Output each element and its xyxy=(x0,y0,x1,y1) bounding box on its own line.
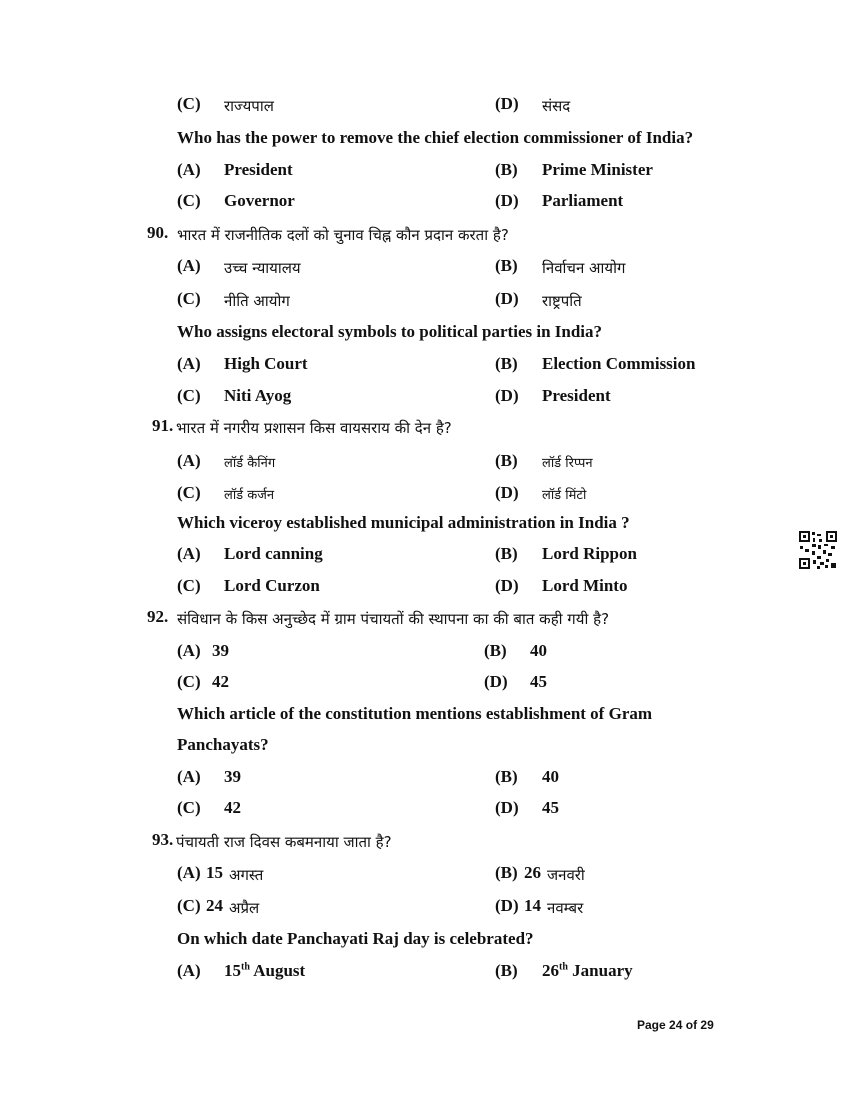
q91-hi-options-ab xyxy=(0,451,850,481)
q90-en-options-ab xyxy=(0,354,850,384)
option-text: Lord canning xyxy=(224,544,323,563)
option-label: (D) xyxy=(495,576,519,595)
option-label: (D) xyxy=(495,94,519,113)
option-text: High Court xyxy=(224,354,308,373)
q93-hi-options-cd xyxy=(0,896,850,926)
question-number: 93. xyxy=(152,830,174,849)
page-of: of xyxy=(685,1018,698,1032)
q91-hi-question xyxy=(0,416,850,446)
question-text: संविधान के किस अनुच्छेद में ग्राम पंचायतों की स्थापना का की बात कही गयी है? xyxy=(177,610,610,628)
option-text: राष्ट्रपति xyxy=(542,292,582,310)
q92-en-question-line2 xyxy=(0,735,850,765)
q91-en-question xyxy=(0,513,850,543)
option-label: (C) xyxy=(177,191,201,210)
q92-hi-options-ab xyxy=(0,641,850,671)
q89-en-question xyxy=(0,128,850,158)
option-label: (C) xyxy=(177,896,201,915)
option-text xyxy=(224,961,305,981)
option-month: January xyxy=(572,961,633,980)
option-text: 40 xyxy=(530,641,547,660)
option-text: उच्च न्यायालय xyxy=(224,259,301,277)
option-text: 42 xyxy=(224,798,241,817)
option-text: Lord Minto xyxy=(542,576,628,595)
page-footer xyxy=(637,1018,714,1032)
option-label: (B) xyxy=(495,160,518,179)
option-text: 40 xyxy=(542,767,559,786)
option-text: 39 xyxy=(224,767,241,786)
option-number: 24 xyxy=(206,896,223,915)
q90-hi-question xyxy=(0,223,850,253)
option-text: 39 xyxy=(212,641,229,660)
option-number: 14 xyxy=(524,896,541,915)
q89-en-options-cd xyxy=(0,191,850,221)
option-text: Lord Rippon xyxy=(542,544,637,563)
question-text: भारत में राजनीतिक दलों को चुनाव चिह्न कौन प्रदान करता है? xyxy=(177,226,509,244)
question-text: Which viceroy established municipal administration in India ? xyxy=(177,513,630,532)
question-text: भारत में नगरीय प्रशासन किस वायसराय की देन है? xyxy=(176,419,452,437)
option-number: 26 xyxy=(542,961,559,980)
option-text: राज्यपाल xyxy=(224,97,274,115)
option-text: Lord Curzon xyxy=(224,576,320,595)
option-text: लॉर्ड कर्जन xyxy=(224,488,275,503)
option-text: संसद xyxy=(542,97,571,115)
page-prefix: Page xyxy=(637,1018,666,1032)
ordinal-suffix: th xyxy=(241,961,250,973)
page-total: 29 xyxy=(700,1018,714,1032)
option-text: Parliament xyxy=(542,191,624,210)
option-text: नवम्बर xyxy=(547,899,584,917)
option-label: (B) xyxy=(495,544,518,563)
option-text: लॉर्ड कैनिंग xyxy=(224,456,276,471)
option-label: (A) xyxy=(177,451,201,470)
option-label: (C) xyxy=(177,386,201,405)
option-text: लॉर्ड रिप्पन xyxy=(542,456,593,471)
q92-en-options-ab xyxy=(0,767,850,797)
option-label: (D) xyxy=(495,386,519,405)
option-text: Governor xyxy=(224,191,295,210)
option-label: (C) xyxy=(177,94,201,113)
option-label: (C) xyxy=(177,289,201,308)
question-number: 90. xyxy=(147,223,169,242)
option-label: (A) xyxy=(177,641,201,660)
option-number: 15 xyxy=(206,863,223,882)
question-number: 92. xyxy=(147,607,169,626)
q92-hi-options-cd xyxy=(0,672,850,702)
q92-en-options-cd xyxy=(0,798,850,828)
option-text: 45 xyxy=(530,672,547,691)
ordinal-suffix: th xyxy=(559,961,568,973)
option-text: अगस्त xyxy=(229,866,264,884)
option-text: अप्रैल xyxy=(229,899,260,917)
q91-en-options-cd xyxy=(0,576,850,606)
option-label: (D) xyxy=(495,896,519,915)
option-label: (C) xyxy=(177,798,201,817)
q89-hi-options-cd xyxy=(0,94,850,124)
q92-en-question-line1 xyxy=(0,704,850,734)
option-text: Niti Ayog xyxy=(224,386,292,405)
question-text: Which article of the constitution mentions establishment of Gram xyxy=(177,704,653,723)
option-number: 15 xyxy=(224,961,241,980)
q91-hi-options-cd xyxy=(0,483,850,513)
option-label: (A) xyxy=(177,863,201,882)
option-label: (A) xyxy=(177,544,201,563)
option-label: (C) xyxy=(177,483,201,502)
option-text: निर्वाचन आयोग xyxy=(542,259,626,277)
question-text: Panchayats? xyxy=(177,735,269,754)
option-text: लॉर्ड मिंटो xyxy=(542,488,587,503)
question-number: 91. xyxy=(152,416,174,435)
q90-hi-options-cd xyxy=(0,289,850,319)
qr-code-icon xyxy=(798,530,838,570)
q93-hi-question xyxy=(0,830,850,860)
option-label: (D) xyxy=(495,191,519,210)
option-label: (B) xyxy=(495,863,518,882)
q90-hi-options-ab xyxy=(0,256,850,286)
option-text: Prime Minister xyxy=(542,160,653,179)
option-label: (A) xyxy=(177,767,201,786)
option-label: (D) xyxy=(495,483,519,502)
option-label: (C) xyxy=(177,672,201,691)
option-label: (D) xyxy=(484,672,508,691)
option-text: जनवरी xyxy=(547,866,585,884)
page-current: 24 xyxy=(669,1018,683,1032)
option-label: (B) xyxy=(495,961,518,980)
question-text: Who has the power to remove the chief election commissioner of India? xyxy=(177,128,694,147)
option-label: (B) xyxy=(495,354,518,373)
option-label: (C) xyxy=(177,576,201,595)
question-text: On which date Panchayati Raj day is celebrated? xyxy=(177,929,534,948)
option-text: 45 xyxy=(542,798,559,817)
option-text: President xyxy=(542,386,611,405)
q89-en-options-ab xyxy=(0,160,850,190)
option-label: (A) xyxy=(177,256,201,275)
q90-en-question xyxy=(0,322,850,352)
option-text: नीति आयोग xyxy=(224,292,290,310)
option-label: (D) xyxy=(495,289,519,308)
option-label: (D) xyxy=(495,798,519,817)
option-month: August xyxy=(253,961,306,980)
q93-en-question xyxy=(0,929,850,959)
option-label: (B) xyxy=(495,767,518,786)
q93-hi-options-ab xyxy=(0,863,850,893)
q90-en-options-cd xyxy=(0,386,850,416)
q91-en-options-ab xyxy=(0,544,850,574)
option-label: (A) xyxy=(177,354,201,373)
option-text: Election Commission xyxy=(542,354,696,373)
question-text: पंचायती राज दिवस कबमनाया जाता है? xyxy=(176,833,392,851)
option-label: (A) xyxy=(177,160,201,179)
q92-hi-question xyxy=(0,607,850,637)
option-label: (B) xyxy=(495,256,518,275)
option-number: 26 xyxy=(524,863,541,882)
q93-en-options-ab xyxy=(0,961,850,991)
option-text xyxy=(542,961,633,981)
option-text: President xyxy=(224,160,293,179)
option-label: (A) xyxy=(177,961,201,980)
option-label: (B) xyxy=(495,451,518,470)
option-text: 42 xyxy=(212,672,229,691)
question-text: Who assigns electoral symbols to political parties in India? xyxy=(177,322,603,341)
option-label: (B) xyxy=(484,641,507,660)
